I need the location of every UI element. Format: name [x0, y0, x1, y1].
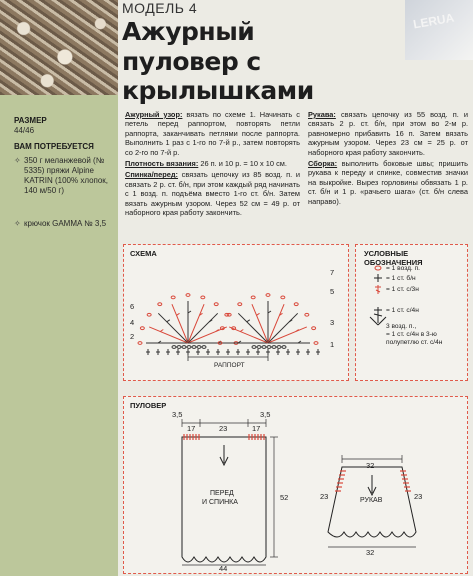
chart-chain-stitch: [277, 346, 281, 349]
row-number-1: 1: [330, 340, 335, 349]
bullet-icon: ✧: [14, 219, 21, 228]
model-label: МОДЕЛЬ 4: [122, 0, 198, 16]
sleeve-label: РУКАВ: [360, 497, 383, 504]
dim-sleeve-top: 32: [366, 461, 375, 470]
chart-chain-stitch: [282, 346, 286, 349]
chart-chain-stitch: [305, 313, 309, 316]
legend-item-treble-3: = 1 ст. с/3н: [386, 286, 419, 293]
chart-chain-stitch: [138, 342, 142, 345]
chart-chain-stitch: [267, 346, 271, 349]
dim-bottom: 44: [219, 564, 228, 573]
pattern-paragraph: [125, 110, 300, 157]
page-title-line-2: пуловер с крылышками: [122, 47, 314, 105]
chart-chain-stitch: [186, 294, 190, 297]
density-text: 26 п. и 10 р. = 10 х 10 см.: [198, 159, 287, 169]
row-number-2: 2: [130, 332, 135, 341]
chart-chain-stitch: [266, 294, 270, 297]
dim-sleeve-side-right: 23: [414, 492, 423, 501]
legend-item-chain: = 1 возд. п.: [386, 265, 420, 272]
sleeves-label: Рукава:: [308, 110, 336, 119]
instructions-right-column: [308, 110, 468, 208]
materials-label: ВАМ ПОТРЕБУЕТСЯ: [14, 142, 94, 151]
legend-item-single-crochet: = 1 ст. б/н: [386, 275, 416, 282]
chart-title: СХЕМА: [130, 249, 157, 258]
legend-item-half-loop: полупетлю ст. с/4н: [386, 339, 443, 346]
chart-chain-stitch: [197, 346, 201, 349]
chart-chain-stitch: [294, 303, 298, 306]
dim-shoulder-right: 3,5: [260, 410, 271, 419]
chart-chain-stitch: [201, 296, 205, 299]
chart-chain-stitch: [192, 346, 196, 349]
legend-item-chain-3: 3 возд. п.,: [386, 323, 417, 330]
dim-top-mid-left: 17: [187, 424, 196, 433]
garment-pattern-box: [123, 396, 468, 574]
chart-chain-stitch: [187, 346, 191, 349]
chart-chain-stitch: [140, 327, 144, 330]
garment-schematic: [124, 397, 469, 575]
chart-chain-stitch: [158, 303, 162, 306]
chart-chain-stitch: [202, 346, 206, 349]
chart-chain-stitch: [312, 327, 316, 330]
chart-chain-stitch: [272, 346, 276, 349]
yarn-text: 350 г меланжевой (№ 5335) пряжи Alpine KATRIN (100% хлопок, 140 м/50 г): [24, 156, 109, 195]
row-number-4: 4: [130, 318, 135, 327]
row-number-5: 5: [330, 287, 335, 296]
instructions-left-column: [125, 110, 300, 219]
dim-shoulder-left: 3,5: [172, 410, 183, 419]
front-back-label-1: ПЕРЕД: [210, 490, 234, 497]
assembly-text: выполнить боковые швы; пришить рукава к переду и спинке, совместив значки на выкройке. Вырез горловины обвязать 1 р. ст. б/н и 1 р. «рачьего шага» (ст. б/н слева направо).: [308, 159, 468, 206]
pattern-title: ПУЛОВЕР: [130, 401, 167, 410]
legend-item-treble-loop: = 1 ст. с/4н в 3-ю: [386, 331, 437, 338]
chart-stitch: [238, 313, 268, 343]
row-number-7: 7: [330, 268, 335, 277]
chart-chain-stitch: [147, 313, 151, 316]
sweater-photo: [0, 0, 118, 95]
chart-stitch: [188, 313, 218, 343]
density-paragraph: [125, 159, 300, 168]
chart-stitch: [160, 330, 163, 332]
chart-chain-stitch: [238, 303, 242, 306]
chart-stitch: [257, 313, 260, 315]
chart-chain-stitch: [281, 296, 285, 299]
chart-stitch: [177, 313, 180, 315]
bullet-icon: ✧: [14, 156, 21, 165]
chart-chain-stitch: [182, 346, 186, 349]
chart-chain-stitch: [251, 296, 255, 299]
sleeves-text: связать цепочку из 55 возд. п. и связать 2 р. ст. б/н, при этом во 2-м р. равномерно прибавить 16 п. Затем вязать ажурным узором. Через 23 см = 25 р. от наборного края работу закончить.: [308, 110, 468, 157]
rapport-label: РАППОРТ: [214, 362, 245, 369]
crochet-chart-box: [123, 244, 349, 381]
chart-chain-stitch: [177, 346, 181, 349]
chart-stitch: [247, 320, 250, 322]
chart-stitch: [167, 320, 170, 322]
chart-stitch: [240, 330, 243, 332]
materials-sidebar: [0, 95, 118, 576]
dim-sleeve-bottom: 32: [366, 548, 375, 557]
sleeves-paragraph: [308, 110, 468, 157]
chart-chain-stitch: [172, 346, 176, 349]
chart-stitch: [158, 313, 188, 343]
row-number-6: 6: [130, 302, 135, 311]
magazine-photo: [405, 0, 473, 60]
page-title-line-1: Ажурный: [122, 17, 255, 46]
assembly-paragraph: [308, 159, 468, 206]
pattern-text: вязать по схеме 1. Начинать с петель перед раппортом, повторять петли раппорта, заканчивать петлями после раппорта. Выполнить 1 раз с 1-го по 7-й р., затем повторять со 2-го по 7-й р.: [125, 110, 300, 157]
hook-item: [14, 219, 114, 229]
chart-chain-stitch: [262, 346, 266, 349]
dim-sleeve-side-left: 23: [320, 492, 329, 501]
header: [118, 0, 405, 105]
dim-neck: 23: [219, 424, 228, 433]
size-value: 44/46: [14, 126, 35, 135]
density-label: Плотность вязания:: [125, 159, 199, 169]
back-front-text: связать цепочку из 85 возд. п. и связать 2 р. ст. б/н, при этом каждый ряд начинать с 1 возд. п. подъёма вместо 1-го ст. б/н. Затем вязать ажурным узором. Через 52 см = 49 р. от наборного края работу закончить.: [125, 170, 300, 218]
chart-chain-stitch: [252, 346, 256, 349]
chart-stitch: [268, 313, 298, 343]
chart-chain-stitch: [257, 346, 261, 349]
legend-box: [355, 244, 468, 381]
legend-title: УСЛОВНЫЕ ОБОЗНАЧЕНИЯ: [364, 249, 423, 267]
dim-top-mid-right: 17: [252, 424, 261, 433]
yarn-item: [14, 156, 114, 196]
legend-item-treble-4: = 1 ст. с/4н: [386, 307, 419, 314]
front-back-label-2: И СПИНКА: [202, 499, 238, 506]
chart-chain-stitch: [314, 342, 318, 345]
photo-text: LERUA: [412, 10, 456, 32]
assembly-label: Сборка:: [308, 159, 338, 169]
pattern-label: Ажурный узор:: [125, 110, 183, 119]
size-label: РАЗМЕР: [14, 116, 47, 125]
hook-text: крючок GAMMA № 3,5: [24, 219, 107, 228]
row-number-3: 3: [330, 318, 335, 327]
chart-chain-stitch: [171, 296, 175, 299]
back-front-paragraph: [125, 170, 300, 217]
dim-height: 52: [280, 493, 289, 502]
back-front-label: Спинка/перед:: [125, 170, 179, 180]
chart-chain-stitch: [214, 303, 218, 306]
